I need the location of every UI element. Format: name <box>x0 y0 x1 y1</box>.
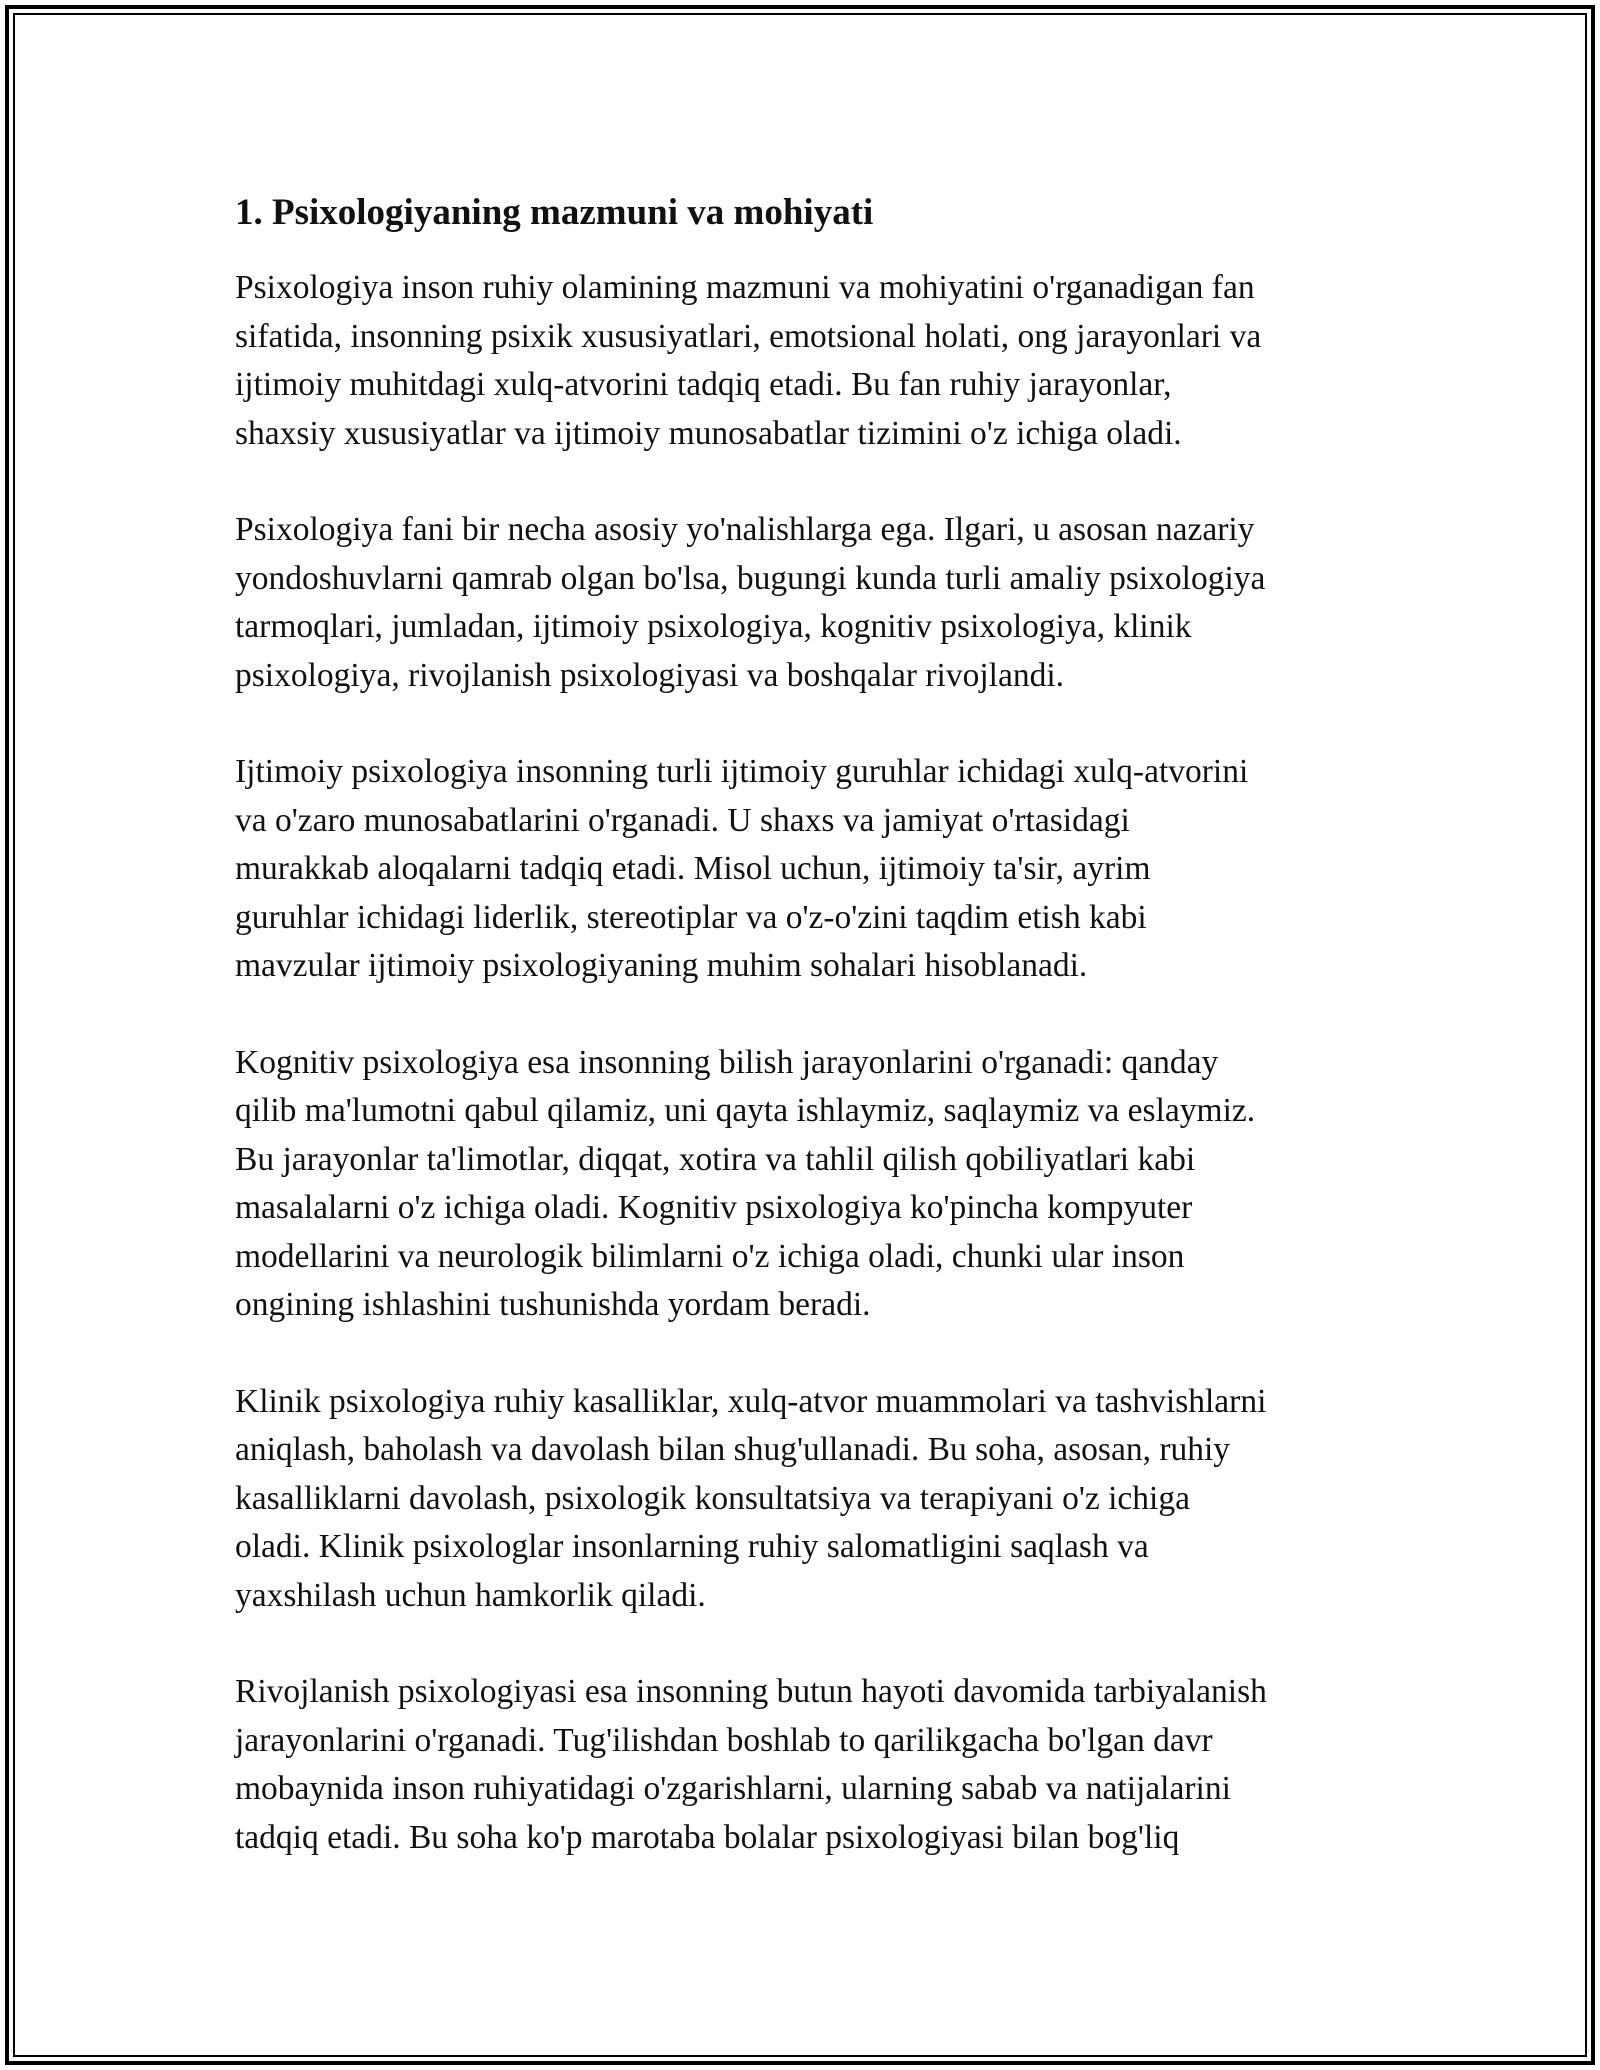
paragraph: Psixologiya inson ruhiy olamining mazmuni va mohiyatini o'rganadigan fan sifatida, insonning psixik xususiyatlari, emotsional holati, ong jarayonlari va ijtimoiy muhitdagi xulq-atvorini tadqiq etadi. Bu fan ruhiy jarayonlar, shaxsiy xususiyatlar va ijtimoiy munosabatlar tizimini o'z ichiga oladi. <box>235 269 1262 452</box>
paragraph: Klinik psixologiya ruhiy kasalliklar, xulq-atvor muammolari va tashvishlarni aniqlash, baholash va davolash bilan shug'ullanadi. Bu soha, asosan, ruhiy kasalliklarni davolash, psixologik konsultatsiya va terapiyani o'z ichiga oladi. Klinik psixologlar insonlarning ruhiy salomatligini saqlash va yaxshilash uchun hamkorlik qiladi. <box>235 1382 1267 1614</box>
paragraph: Kognitiv psixologiya esa insonning bilish jarayonlarini o'rganadi: qanday qilib ma'lumotni qabul qilamiz, uni qayta ishlaymiz, saqlaymiz va eslaymiz. Bu jarayonlar ta'limotlar, diqqat, xotira va tahlil qilish qobiliyatlari kabi masalalarni o'z ichiga oladi. Kognitiv psixologiya ko'pincha kompyuter modellarini va neurologik bilimlarni o'z ichiga oladi, chunki ular inson ongining ishlashini tushunishda yordam beradi. <box>235 1043 1256 1323</box>
paragraph: Psixologiya fani bir necha asosiy yo'nalishlarga ega. Ilgari, u asosan nazariy yondoshuvlarni qamrab olgan bo'lsa, bugungi kunda turli amaliy psixologiya tarmoqlari, jumladan, ijtimoiy psixologiya, kognitiv psixologiya, klinik psixologiya, rivojlanish psixologiyasi va boshqalar rivojlandi. <box>235 511 1266 694</box>
paragraph: Rivojlanish psixologiyasi esa insonning butun hayoti davomida tarbiyalanish jarayonlarini o'rganadi. Tug'ilishdan boshlab to qarilikgacha bo'lgan davr mobaynida inson ruhiyatidagi o'zgarishlarni, ularning sabab va natijalarini tadqiq etadi. Bu soha ko'p marotaba bolalar psixologiyasi bilan bog'liq <box>235 1673 1267 1856</box>
document-page <box>235 184 1395 1910</box>
paragraph: Ijtimoiy psixologiya insonning turli ijtimoiy guruhlar ichidagi xulq-atvorini va o'zaro munosabatlarini o'rganadi. U shaxs va jamiyat o'rtasidagi murakkab aloqalarni tadqiq etadi. Misol uchun, ijtimoiy ta'sir, ayrim guruhlar ichidagi liderlik, stereotiplar va o'z-o'zini taqdim etish kabi mavzular ijtimoiy psixologiyaning muhim sohalari hisoblanadi. <box>235 753 1249 984</box>
section-title: 1. Psixologiyaning mazmuni va mohiyati <box>235 192 874 233</box>
